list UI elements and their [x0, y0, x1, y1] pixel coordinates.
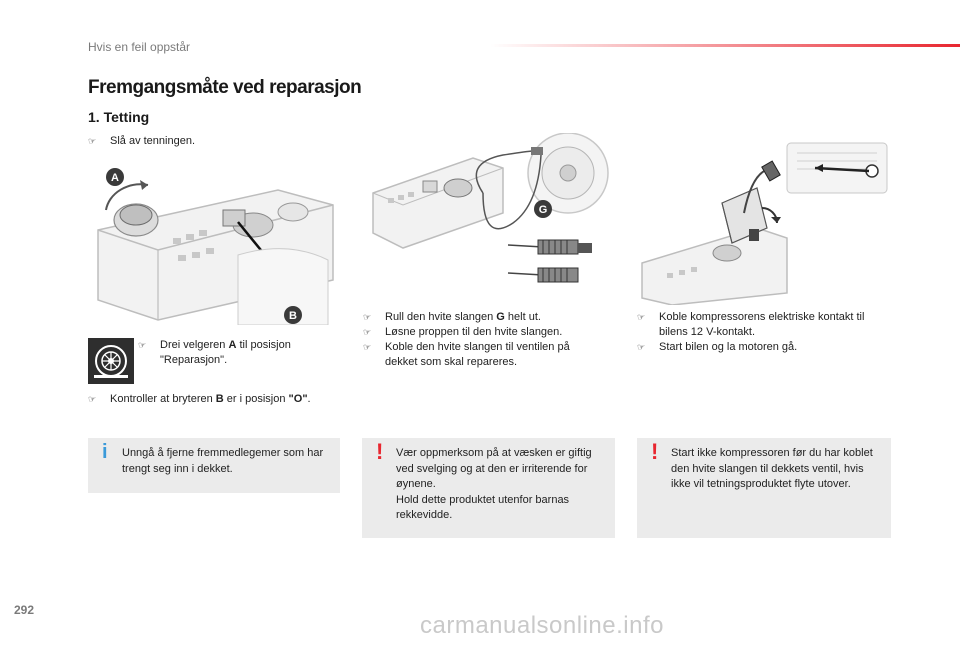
callout-g-label: G	[538, 204, 548, 216]
warning-compressor-text: Start ikke kompressoren før du har koblet den hvite slangen til dekkets ventil, hvis ikke vil tetningsproduktet flyte utover.	[671, 447, 873, 490]
section-heading: 1. Tetting	[88, 109, 150, 125]
col2-step-3: ☞ Koble den hvite slangen til ventilen på dekket som skal repareres.	[363, 341, 570, 368]
selector-repair-icon	[88, 338, 134, 384]
col3-step-2: ☞ Start bilen og la motoren gå.	[637, 341, 798, 353]
info-box	[88, 438, 340, 493]
section-title: Hvis en feil oppstår	[88, 40, 191, 54]
col2-step-1: ☞ Rull den hvite slangen G helt ut.	[363, 311, 541, 323]
col1-step-3: ☞ Kontroller at bryteren B er i posisjon "O".	[88, 393, 311, 405]
watermark-text: carmanualsonline.info	[420, 612, 664, 639]
compressor-illustration-a	[88, 160, 340, 325]
exclamation-icon: !	[376, 439, 384, 464]
info-text: Unngå å fjerne fremmedlegemer som har trengt seg inn i dekket.	[122, 447, 324, 475]
callout-a-label: A	[111, 172, 119, 184]
pointer-arrow-icon: ☞	[637, 342, 646, 352]
warning-box-toxic	[362, 438, 615, 538]
col1-step-2: ☞ Drei velgeren A til posisjon "Reparasjon".	[138, 339, 291, 366]
header-divider	[490, 44, 960, 47]
callout-b-label: B	[289, 310, 297, 322]
col3-step-1: ☞ Koble kompressorens elektriske kontakt til bilens 12 V-kontakt.	[637, 311, 865, 338]
warning-toxic-text: Vær oppmerksom på at væsken er giftig ved svelging og at den er irriterende for øynene. Hold dette produktet utenfor barnas rekkevidde.	[396, 447, 592, 521]
page-number: 292	[14, 603, 35, 617]
pointer-arrow-icon: ☞	[88, 394, 97, 404]
pointer-arrow-icon: ☞	[363, 327, 372, 337]
pointer-arrow-icon: ☞	[363, 342, 372, 352]
compressor-illustration-hose	[363, 133, 617, 303]
compressor-illustration-socket	[637, 133, 893, 305]
page-title: Fremgangsmåte ved reparasjon	[88, 77, 362, 98]
pointer-arrow-icon: ☞	[637, 312, 646, 322]
pointer-arrow-icon: ☞	[88, 136, 97, 146]
info-icon: i	[102, 441, 108, 463]
pointer-arrow-icon: ☞	[363, 312, 372, 322]
warning-box-compressor	[637, 438, 891, 538]
exclamation-icon: !	[651, 439, 659, 464]
col2-step-2: ☞ Løsne proppen til den hvite slangen.	[363, 326, 563, 338]
col1-step-1: ☞ Slå av tenningen.	[88, 135, 196, 147]
pointer-arrow-icon: ☞	[138, 340, 147, 350]
